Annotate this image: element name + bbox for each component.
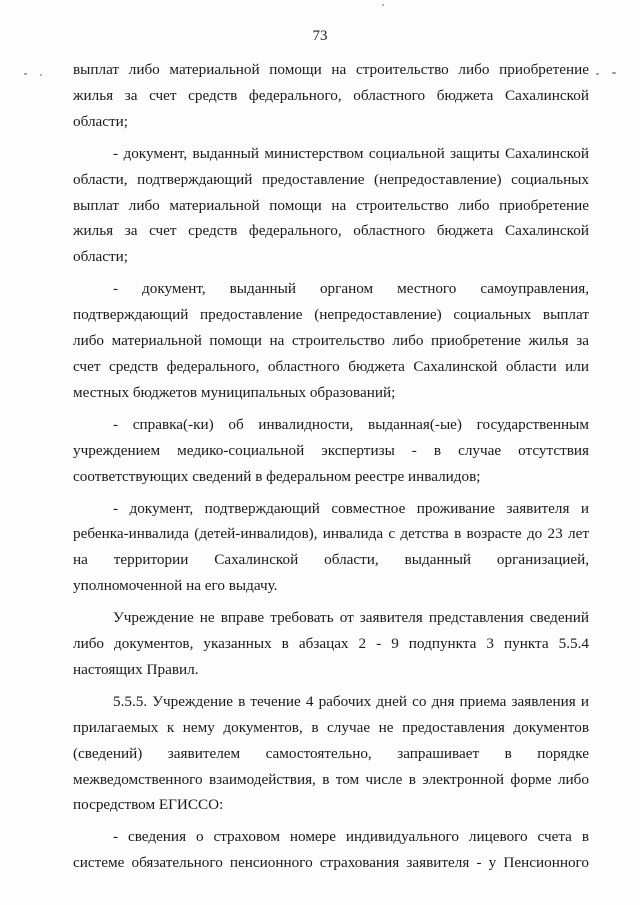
- document-body: [73, 57, 589, 876]
- page-number: 73: [312, 28, 328, 44]
- scan-speck: [24, 73, 27, 75]
- text-line: (сведений) заявителем самостоятельно, запрашивает в порядке: [73, 744, 589, 762]
- scan-speck: [40, 74, 42, 76]
- text-line: жилья за счет средств федерального, областного бюджета Сахалинской: [73, 86, 589, 104]
- scan-speck: [612, 72, 616, 74]
- paragraph-section-5-5-5: [73, 689, 589, 819]
- text-line: Учреждение не вправе требовать от заявителя представления сведений: [113, 609, 589, 627]
- text-line: ребенка-инвалида (детей-инвалидов), инвалида с детства в возрасте до 23 лет: [73, 525, 589, 543]
- text-line: - документ, выданный органом местного самоуправления,: [113, 280, 589, 298]
- text-line: - сведения о страховом номере индивидуального лицевого счета в: [113, 828, 589, 846]
- paragraph-list-item: [73, 412, 589, 490]
- text-line: на территории Сахалинской области, выданный организацией,: [73, 551, 589, 569]
- text-line: посредством ЕГИССО:: [73, 796, 224, 814]
- text-line: местных бюджетов муниципальных образований;: [73, 383, 396, 401]
- text-line: либо документов, указанных в абзацах 2 - 9 подпункта 3 пункта 5.5.4: [73, 635, 589, 653]
- paragraph-list-item: [73, 496, 589, 600]
- text-line: системе обязательного пенсионного страхования заявителя - у Пенсионного: [73, 854, 589, 872]
- scan-speck: [596, 73, 599, 75]
- text-line: - документ, подтверждающий совместное проживание заявителя и: [113, 499, 589, 517]
- text-line: подтверждающий предоставление (непредоставление) социальных выплат: [73, 306, 589, 324]
- paragraph-list-item: [73, 276, 589, 406]
- text-line: счет средств федерального, областного бюджета Сахалинской области или: [73, 357, 589, 375]
- text-line: - документ, выданный министерством социальной защиты Сахалинской: [113, 144, 589, 162]
- text-line: 5.5.5. Учреждение в течение 4 рабочих дней со дня приема заявления и: [113, 692, 589, 710]
- text-line: выплат либо материальной помощи на строительство либо приобретение: [73, 196, 589, 214]
- text-line: выплат либо материальной помощи на строительство либо приобретение: [73, 61, 589, 78]
- paragraph-list-item: [73, 824, 589, 876]
- text-line: прилагаемых к нему документов, в случае не предоставления документов: [73, 718, 589, 736]
- paragraph: [73, 605, 589, 683]
- text-line: соответствующих сведений в федеральном реестре инвалидов;: [73, 467, 481, 485]
- text-line: межведомственного взаимодействия, в том числе в электронной форме либо: [73, 770, 589, 788]
- text-line: уполномоченной на его выдачу.: [73, 577, 278, 595]
- text-line: жилья за счет средств федерального, областного бюджета Сахалинской: [73, 222, 589, 240]
- text-line: либо материальной помощи на строительство либо приобретение жилья за: [73, 332, 589, 350]
- scan-speck: [382, 4, 384, 6]
- text-line: области;: [73, 112, 128, 130]
- paragraph-list-item: [73, 141, 589, 271]
- text-line: настоящих Правил.: [73, 660, 199, 678]
- text-line: учреждением медико-социальной экспертизы - в случае отсутствия: [73, 441, 589, 459]
- text-line: области;: [73, 248, 128, 266]
- text-line: - справка(-ки) об инвалидности, выданная(-ые) государственным: [113, 415, 589, 433]
- text-line: области, подтверждающий предоставление (непредоставление) социальных: [73, 170, 589, 188]
- paragraph-continuation: [73, 57, 589, 135]
